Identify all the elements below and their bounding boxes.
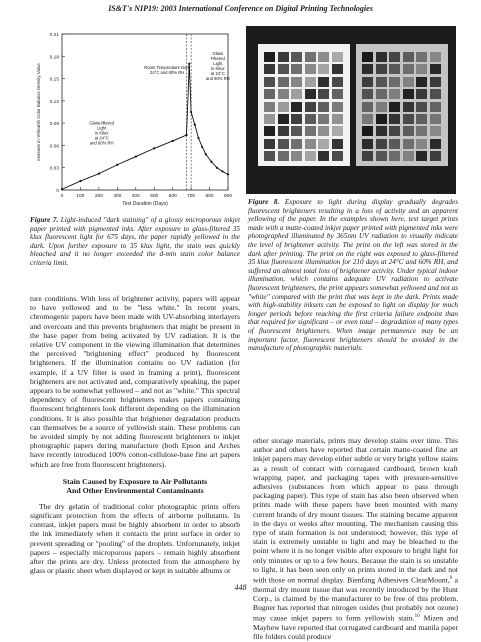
test-patch <box>291 64 302 74</box>
y-tick-label: 0 <box>56 189 59 194</box>
figure-7-caption-text: Light-induced "dark staining" of a glossy microporous inkjet paper printed with pigmented inks. After exposure to glass-filtered 35 klux fluorescent light for 675 days, the paper rapidly yellowed in the dark. Upon further exposure to 35 klux light, the stain was quickly bleached and it no longer exceeded the d-min stain color balance criteria limit. <box>30 216 240 267</box>
test-patch <box>389 52 400 62</box>
test-patch <box>332 89 343 99</box>
test-patch <box>318 89 329 99</box>
test-patch <box>278 89 289 99</box>
data-point <box>135 155 137 157</box>
test-patch <box>389 126 400 136</box>
annotation-line: and 60% RH <box>89 140 114 146</box>
test-patch <box>291 139 302 149</box>
data-point <box>153 147 155 149</box>
y-tick-label: 0.21 <box>49 33 59 38</box>
annotation-line: Filtered <box>210 55 225 61</box>
test-patch <box>389 114 400 124</box>
test-patch <box>430 89 441 99</box>
test-patch <box>416 89 427 99</box>
test-patch <box>362 89 373 99</box>
y-tick-label: 0.12 <box>49 99 59 105</box>
page-number: 448 <box>234 583 247 592</box>
test-patch <box>403 114 414 124</box>
annotation-line: and 60% RH <box>205 75 230 81</box>
test-patch <box>430 151 441 161</box>
test-patch <box>376 114 387 124</box>
figure-8-photo <box>246 26 456 194</box>
test-patch <box>362 139 373 149</box>
test-patch <box>264 114 275 124</box>
test-patch <box>403 89 414 99</box>
test-patch <box>403 139 414 149</box>
right-paragraph-1-a: other storage materials, prints may develop stains over time. This author and others have reported that certain matte-coated fine art inkjet papers may develop either subtle or very bright yellow stains as a result of contact with corrugated cardboard, brown kraft wrapping paper, and packaging tapes with pressure-sensitive adhesives (substances from which appear to pass through packaging paper). This type of stain has also been observed when prints made with these papers have been mounted with many current brands of dry mount tissues. The staining became apparent in the days or weeks after mounting. The mechanism causing this type of stain formation is not understood; however, this type of stain is extremely unstable to light and may be bleached to the point where it is no longer visible after exposure to bright light for only minutes or up to a few hours. Because the stain is so unstable to light, it has been seen only on prints stored in the dark and not with those on normal display. Bienfang Adhesives ClearMount, <box>253 436 458 585</box>
test-patch <box>332 77 343 87</box>
test-patch <box>278 151 289 161</box>
annotation-glass-filtered-2 <box>206 51 230 81</box>
data-point <box>61 188 63 190</box>
test-patch <box>416 139 427 149</box>
test-patch <box>430 64 441 74</box>
test-patch <box>264 52 275 62</box>
test-patch <box>318 64 329 74</box>
test-patch <box>376 151 387 161</box>
test-patch <box>376 89 387 99</box>
section-heading <box>30 477 240 496</box>
test-patch <box>416 52 427 62</box>
x-tick-label: 900 <box>223 194 233 199</box>
annotation-line: 24°C and 60% RH <box>150 69 185 75</box>
test-patch <box>291 77 302 87</box>
data-point <box>194 124 196 126</box>
test-patch <box>332 64 343 74</box>
test-patch <box>430 139 441 149</box>
test-patch <box>416 114 427 124</box>
plot-frame <box>62 34 228 190</box>
annotation-room-temp-dark <box>144 65 191 75</box>
test-patch <box>305 77 316 87</box>
test-patch <box>305 64 316 74</box>
x-tick-label: 800 <box>205 194 214 199</box>
test-patch <box>264 102 275 112</box>
right-paragraph-1-c: Mizen and Mayhew have reported that corrugated cardboard and manila paper file folders could produce <box>253 613 458 642</box>
test-patch <box>403 77 414 87</box>
annotation-line: in Kilux <box>94 130 109 136</box>
figure-7-caption <box>30 216 240 268</box>
test-patch <box>362 77 373 87</box>
test-patch <box>305 52 316 62</box>
data-point <box>79 180 81 182</box>
test-patch <box>362 151 373 161</box>
y-tick-label: 0.03 <box>49 166 59 172</box>
data-point <box>116 164 118 166</box>
x-tick-label: 0 <box>60 194 64 199</box>
series-line <box>62 64 228 190</box>
test-patch <box>318 139 329 149</box>
test-patch <box>318 114 329 124</box>
test-patch <box>264 151 275 161</box>
left-paragraph-1: ture conditions. With loss of brightener activity, papers will appear to have yellowed and to be "less white." In recent years, chromogenic papers have been made with UV-absorbing interlayers and overcoats and this prevents brighteners that might be present in the base paper from being activated by UV radiation. It is the relative UV component in the viewing illumination that determines the perceived "brightening effect" produced by fluorescent brighteners. If the illumination contains no UV radiation (for example, if a UV filter is used in framing a print), fluorescent brighteners are not activated and, comparatively speaking, the paper appears to be somewhat yellowed – and not as "white." This spectral dependency of fluorescent brighteners makes papers containing fluorescent brighteners look different depending on the illumination conditions. It is also possible that brightener degradation products can themselves be a source of yellowish stain. These problems can be avoided simply by not adding fluorescent brighteners to inkjet photographic papers during manufacture (both Epson and Arches have recently introduced 100% cotton-cellulose-base fine art papers which are free from fluorescent brighteners). <box>30 294 240 469</box>
data-point <box>197 137 199 139</box>
test-patch <box>416 102 427 112</box>
test-patch <box>305 126 316 136</box>
test-patch <box>376 64 387 74</box>
annotation-line: at 24°C <box>210 70 225 76</box>
test-patch <box>291 114 302 124</box>
figure-8-caption-text: Exposure to light during display gradually degrades fluorescent brighteners resulting in a loss of activity and an apparent yellowing of the paper. In the examples shown here, test target prints made with a matte-coated inkjet paper printed with pigmented inks were photographed illuminated by 365nm UV radiation to visually indicate the level of brightener activity. The print on the left was stored in the dark after printing. The print on the right was exposed to glass-filtered 35 klux fluorescent illumination for 210 days at 24°C and 60% RH, and suffered an almost total loss of brightener activity. Under typical indoor illumination, which contains adequate UV radiation to activate fluorescent brighteners, the print appears somewhat yellowed and not as "white" compared with the print that was kept in the dark. Prints made with high-stability inksets can be exposed to light on display for much longer periods before reaching the first criteria failure endpoint than that required for significant – or even total – degradation of many types of fluorescent brighteners. When image permanence may be an important factor, fluorescent brighteners should be avoided in the manufacture of photographic materials. <box>248 198 458 353</box>
x-tick-label: 200 <box>94 194 103 199</box>
test-patch <box>264 139 275 149</box>
test-patch <box>416 64 427 74</box>
annotation-line: Glass-filtered <box>89 120 114 126</box>
y-tick-label: 0.18 <box>49 55 59 61</box>
test-patch <box>291 52 302 62</box>
data-point <box>190 111 192 113</box>
data-point <box>185 134 187 136</box>
annotation-line: Light <box>97 125 107 131</box>
test-patch <box>264 89 275 99</box>
right-paragraph-1 <box>253 436 458 642</box>
reference-10: 10 <box>414 614 420 620</box>
test-patch <box>318 102 329 112</box>
annotation-line: Room Temperature Dark <box>144 64 191 70</box>
test-patch <box>430 52 441 62</box>
print-light-exposed <box>356 44 448 166</box>
test-patch <box>376 139 387 149</box>
annotation-glass-filtered-1 <box>89 121 114 146</box>
x-tick-label: 500 <box>150 194 159 199</box>
x-tick-label: 300 <box>113 194 122 199</box>
test-patch <box>291 89 302 99</box>
data-point <box>221 170 223 172</box>
test-patch <box>332 114 343 124</box>
test-patch <box>332 126 343 136</box>
test-patch <box>403 151 414 161</box>
test-patch <box>291 126 302 136</box>
test-patch <box>389 151 400 161</box>
test-patch <box>362 114 373 124</box>
test-patch <box>264 126 275 136</box>
test-patch <box>332 102 343 112</box>
data-point <box>98 173 100 175</box>
test-patch <box>376 52 387 62</box>
test-patch <box>362 126 373 136</box>
test-patch <box>403 126 414 136</box>
test-patch <box>305 89 316 99</box>
test-patch <box>278 114 289 124</box>
test-patch <box>403 64 414 74</box>
test-patch <box>389 139 400 149</box>
test-patch <box>430 126 441 136</box>
test-patch <box>332 139 343 149</box>
y-tick-label: 0.06 <box>49 144 59 150</box>
test-patch <box>332 52 343 62</box>
test-patch <box>278 52 289 62</box>
test-patch <box>376 102 387 112</box>
reference-9: 9 <box>449 576 453 582</box>
test-patch <box>430 114 441 124</box>
annotation-line: Light <box>213 60 223 66</box>
test-patch <box>416 151 427 161</box>
chart-axes <box>36 32 232 207</box>
test-patch <box>389 102 400 112</box>
data-point <box>210 161 212 163</box>
test-patch <box>278 126 289 136</box>
test-patch <box>291 151 302 161</box>
test-patch <box>305 139 316 149</box>
left-column <box>30 294 240 575</box>
test-patch <box>403 102 414 112</box>
data-point <box>227 173 229 175</box>
test-patch <box>416 126 427 136</box>
print-dark-stored <box>258 44 350 166</box>
test-patch <box>389 64 400 74</box>
test-patch <box>376 126 387 136</box>
test-patch <box>430 77 441 87</box>
y-axis-label: Increase in Yellowish Color Balance Density Value <box>36 63 41 161</box>
x-tick-label: 100 <box>76 194 85 199</box>
test-patch <box>305 151 316 161</box>
test-patch <box>376 77 387 87</box>
section-heading-line-2: And Other Environmental Contaminants <box>66 486 204 496</box>
test-patch <box>318 77 329 87</box>
data-point <box>172 140 174 142</box>
figure-7-label: Figure 7. <box>30 216 59 224</box>
x-tick-label: 700 <box>187 194 196 199</box>
annotation-line: Glass <box>212 50 224 56</box>
test-patch <box>318 151 329 161</box>
test-patch <box>389 77 400 87</box>
figure-7-svg <box>20 24 240 214</box>
x-tick-label: 600 <box>168 194 177 199</box>
data-point <box>205 153 207 155</box>
figure-8-label: Figure 8. <box>248 198 280 206</box>
left-paragraph-2: The dry gelatin of traditional color photographic prints offers significant protection from the effects of airborne pollutants. In contrast, inkjet papers must be highly absorbent in order to absorb the ink immediately when it contacts the print surface in order to prevent spreading or "pooling" of the droplets. Unfortunately, inkjet papers – especially microporous papers – remain highly absorbent after the prints are dry. Unless protected from the atmosphere by glass or plastic sheet when displayed or kept in suitable albums or <box>30 501 240 576</box>
test-patch <box>278 139 289 149</box>
test-patch <box>278 77 289 87</box>
test-patch <box>305 102 316 112</box>
test-patch <box>332 151 343 161</box>
test-patch <box>416 77 427 87</box>
data-point <box>201 146 203 148</box>
test-patch <box>362 102 373 112</box>
annotation-line: in Kilux <box>211 65 225 71</box>
y-tick-label: 0.15 <box>49 77 59 83</box>
figure-7-chart <box>20 24 240 214</box>
test-patch <box>264 77 275 87</box>
test-patch <box>430 102 441 112</box>
test-patch <box>362 52 373 62</box>
test-patch <box>264 64 275 74</box>
test-patch <box>278 64 289 74</box>
test-patch <box>291 102 302 112</box>
section-heading-line-1: Stain Caused by Exposure to Air Pollutants <box>62 476 208 486</box>
x-tick-label: 400 <box>131 194 140 199</box>
running-header: IS&T's NIP19: 2003 International Conference on Digital Printing Technologies <box>108 4 373 13</box>
x-axis-label: Test Duration (Days) <box>122 201 168 207</box>
figure-8-caption <box>248 198 458 353</box>
chart-marks <box>61 34 229 190</box>
data-point <box>216 167 218 169</box>
test-patch <box>403 52 414 62</box>
test-patch <box>305 114 316 124</box>
y-tick-label: 0.09 <box>49 122 59 128</box>
right-paragraph-1-b: a thermal dry mount tissue that was recently introduced by the Hunt Corp., is claimed by the manufacturer to be free of this problem. Bugner has reported that nitrogen oxides (but probably not ozone) may cause inkjet papers to form yellowish stain. <box>253 575 458 623</box>
test-patch <box>318 126 329 136</box>
right-column <box>253 436 458 642</box>
test-patch <box>318 52 329 62</box>
test-patch <box>362 64 373 74</box>
test-patch <box>389 89 400 99</box>
test-patch <box>278 102 289 112</box>
annotation-line: at 24°C <box>94 135 109 141</box>
